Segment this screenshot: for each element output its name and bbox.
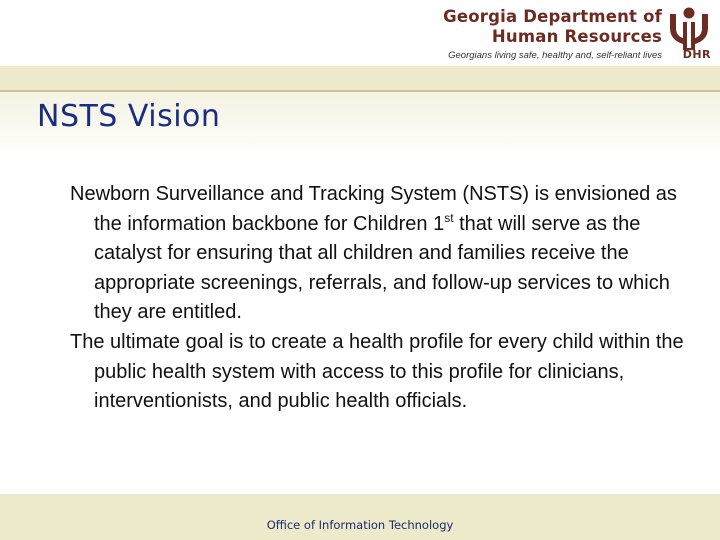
slide-content xyxy=(70,180,690,417)
title-top-bar xyxy=(0,66,720,90)
org-name xyxy=(443,7,662,47)
org-name-line-1: Georgia Department of xyxy=(443,7,662,26)
tagline: Georgians living safe, healthy and, self-reliant lives xyxy=(448,50,662,61)
header xyxy=(0,0,720,66)
paragraph-vision-text-2: that will serve as the catalyst for ensuring that all children and families receive the appropriate screenings, referrals, and follow-up services to which they are entitled. xyxy=(94,212,670,324)
paragraph-goal: The ultimate goal is to create a health profile for every child within the public health system with access to this profile for clinicians, interventionists, and public health officials. xyxy=(70,330,684,413)
paragraph-vision-text-1: Newborn Surveillance and Tracking System (NSTS) is envisioned as the information backbone for Children 1 xyxy=(70,183,677,235)
paragraph-vision xyxy=(70,180,690,328)
slide-title: NSTS Vision xyxy=(37,99,221,134)
footer xyxy=(0,494,720,540)
org-name-line-2: Human Resources xyxy=(491,27,662,46)
dhr-logo-text: DHR xyxy=(682,48,711,61)
superscript-st: st xyxy=(444,210,454,225)
footer-text: Office of Information Technology xyxy=(266,518,454,532)
